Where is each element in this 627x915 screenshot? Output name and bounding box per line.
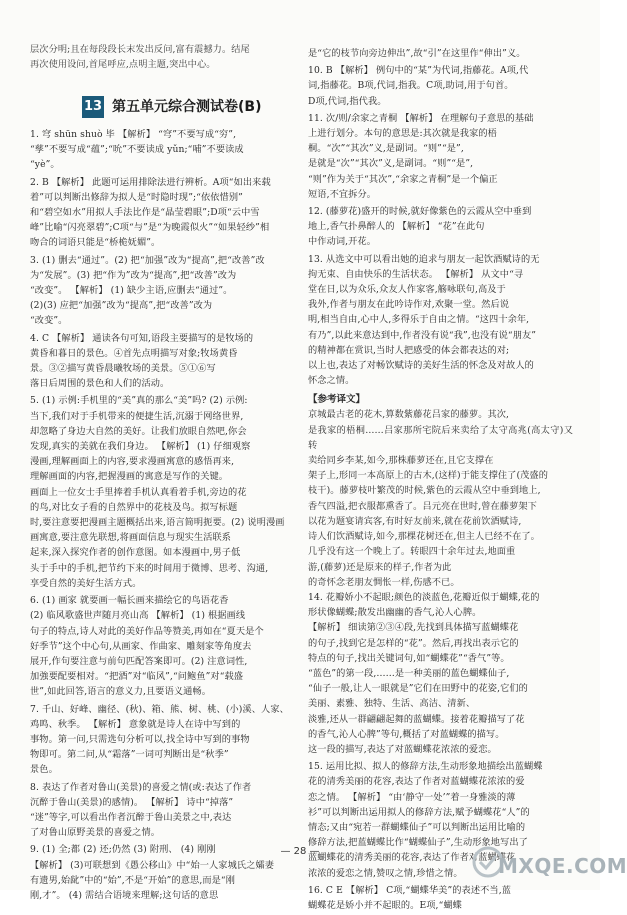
answer-line: 词,指藤花。B项,代词,指我。C项,助词,用于句首。: [308, 80, 514, 92]
answer-line: 2. B 【解析】 此题可运用排除法进行辨析。A项“如出来载: [30, 176, 271, 188]
answer-item: [30, 780, 295, 841]
answer-line: 漫画,理解画面上的内容,要求漫画寓意的感悟再来,: [30, 456, 235, 468]
translation-line: 的奇怀念老朋友惆怅一样,伤感不已。: [308, 576, 460, 588]
answer-line: 7. 千山、好峰、幽径、(秋)、箱、熊、树、桃、(小)溪、人家、: [30, 703, 289, 715]
answer-item: [30, 331, 295, 392]
watermark-text: MXQE.COM: [498, 854, 627, 878]
answer-line: 蝴蝶花是娇小并不起眼的。E项,“蝴蝶: [308, 899, 462, 911]
answer-line: 9. (1) 全;都 (2) 还;仍然 (3) 附刑、 (4) 刚刚: [30, 844, 216, 856]
answer-line: (2) 临风歌盛世声随月亮山高 【解析】 (1) 根据画线: [30, 610, 246, 622]
answer-line: “迷”等字,可以看出作者沉醉于鲁山美景之中,表达: [30, 811, 232, 823]
answer-line: 1. 穹 shūn shuò 毕 【解析】 “穹”不要写成“穷”,: [30, 129, 237, 140]
answer-line: 刚,才”。 (4) 需结合语境来理解;这句话的意思: [30, 889, 219, 901]
answer-line: 落日后周围的景色和人们的活动。: [30, 378, 170, 390]
answer-line: 特点的句子,找出关键词句,如“蝴蝶花”“香气”等。: [308, 652, 510, 664]
answer-line: 起来,深入探究作者的创作意图。如本漫画中,男子低: [30, 547, 241, 559]
translation-line: 香气四溢,把衣服都熏香了。吕元亮在世时,曾在藤萝架下: [308, 500, 537, 512]
answer-line: 事物。第一问,只需选句分析可以,找全诗中写到的事物: [30, 733, 250, 745]
answer-item: [308, 883, 573, 913]
answer-line: 句子的特点,诗人对此的美好作品等赞美,再如在“夏天是个: [30, 625, 264, 637]
translation-line: 以花为题宴请宾客,有时好友前来,就在花前饮酒赋诗,: [308, 515, 522, 527]
answer-line: 和“碧空如水”用拟人手法比作是“晶莹碧眼”;D项“云中雪: [30, 207, 260, 219]
answer-line: “蓝色”的第一段,……是一种美丽的蓝色蝴蝶仙子,: [308, 667, 510, 679]
translation-line: 架子上,形同一本高原上的古木,(这样)于能支撑住了(茂盛的: [308, 470, 548, 482]
answer-line: 3. (1) 删去“通过”。(2) 把“加强”改为“提高”,把“改善”改: [30, 254, 265, 266]
answer-line: 展开,作句要注意与前句匹配答案即可。(2) 注意词性,: [30, 655, 248, 667]
answer-line: 衫”可以判断出运用拟人的修辞方法,赋予蝴蝶花“人”的: [308, 806, 530, 818]
answer-item: [308, 590, 573, 757]
answer-line: 【解析】 细读第②③④段,先找到具体描写蓝蝴蝶花: [308, 622, 519, 634]
answer-line: 了对鲁山原野美景的喜爱之情。: [30, 827, 161, 839]
answer-line: “孳”不要写成“蕴”;“吮”不要读成 yǔn;“哺”不要读成: [30, 144, 244, 156]
answer-item: [30, 253, 295, 329]
answer-line: 理解画面的内容,把握漫画的寓意是写作的关键。: [30, 471, 229, 483]
answer-line: 的精神都在赏识,当时人把感受的体会都表达的对;: [308, 344, 510, 356]
answer-line: 中作动词,开花。: [308, 236, 377, 248]
answer-line: 着”可以判断出修辞为拟人是“时隐时现”;“依依惜别”: [30, 191, 243, 203]
answer-line: 画寓意,要注意先联想,将画面信息与现实生活联系: [30, 532, 232, 544]
answer-line: 修辞方法,把蓝蝴蝶比作“蝴蝶仙子”,生动形象地写出了: [308, 837, 528, 849]
answer-line: 为“发展”。(3) 把“作为”改为“提高”,把“改善”改为: [30, 269, 237, 281]
answer-line: 淡雅,还从一群翩翩起舞的蓝蝴蝶。接着花瓣描写了花: [308, 713, 525, 725]
answer-line: 画面上一位女士手里捧着手机认真看着手机,旁边的花: [30, 486, 247, 498]
translation-line: 是我家的梧桐……吕家那所宅院后来卖给了太守高兆(高太守)又转: [308, 424, 573, 451]
answer-line: 6. (1) 画家 就要画一幅长画来描绘它的鸟语花香: [30, 595, 229, 607]
answer-item: [308, 252, 573, 389]
left-column: [30, 127, 295, 905]
answer-line: 13. 从选文中可以看出她的追求与朋友一起饮酒赋诗的无: [308, 253, 540, 265]
answer-line: 形状像蝴蝶;散发出幽幽的香气,沁人心脾。: [308, 607, 482, 619]
answer-line: 地上,香气扑鼻醉人的 【解析】 “花”在此句: [308, 221, 485, 233]
translation-line: 京城最古老的花木,算数紫藤花吕家的藤萝。其次,: [308, 409, 510, 421]
answer-line: 黄昏和暮日的景色。④首先点明描写对象;牧场黄昏: [30, 347, 238, 359]
answer-line: 时,要注意要把漫画主题概括出来,语言简明扼要。(2) 说明漫画: [30, 517, 285, 529]
right-column: [308, 46, 573, 915]
answer-line: 沉醉于鲁山(美景)的感情)。 【解析】 诗中“掉落”: [30, 796, 234, 808]
answer-line: 蓝蝴蝶花的清秀美丽的花容,表达了作者对蓝蝴蝶花: [308, 852, 516, 864]
answer-line: 景色。: [30, 764, 58, 776]
answer-line: 峰”比喻“闪亮翠碧”;C项“与”是“为晚霞似火”“如果轻纱”相: [30, 222, 270, 234]
answer-line: 以上也,表达了对畅饮赋诗的美好生活的怀念及对故人的: [308, 360, 534, 372]
answer-line: 堂在日,以为众乐,众友人作家客,觞咏联句,高及于: [308, 284, 506, 296]
answer-line: 4. C 【解析】 通读各句可知,语段主要描写的是牧场的: [30, 332, 254, 344]
answer-line: D项,代词,指代我。: [308, 95, 387, 107]
section-number-badge: 13: [82, 96, 104, 118]
answer-line: 享受自然的美好生活方式。: [30, 577, 142, 589]
answer-line: 美丽、素雅、独特、生活、高洁、清新、: [308, 698, 476, 710]
answer-item: [308, 46, 573, 61]
answer-line: 的句子,找到它是怎样的“花”。然后,再找出表示它的: [308, 637, 519, 649]
answer-line: 的香气,沁人心脾”等句,概括了对蓝蝴蝶的描写。: [308, 728, 505, 740]
translation-line: 卖给同乡李某,如今,那株藤萝还在,且它支撑在: [308, 455, 494, 467]
answer-line: 12. (藤萝花)盛开的时候,就好像紫色的云霞从空中垂到: [308, 206, 532, 218]
answer-line: 15. 运用比拟、拟人的修辞方法,生动形象地描绘出蓝蝴蝶: [308, 761, 543, 773]
translation-line: 诗人们饮酒赋诗,如今,那棵花树还在,但主人已经不在了。: [308, 531, 540, 543]
answer-line: “改变”。 【解析】 (1) 缺少主语,应删去“通过”。: [30, 285, 233, 297]
translation-line: 几乎没有这一个晚上了。转眼四十余年过去,地面重: [308, 546, 516, 558]
answer-line: 恋之情。 【解析】 “由‘静守一处’”着一身雅淡的薄: [308, 791, 516, 803]
answer-line: “yè”。: [30, 159, 60, 171]
answer-line: “则”作为关于“其次”,“余家之青桐”是一个偏正: [308, 173, 498, 185]
answer-line: 我外,作者与朋友在此吟诗作对,欢聚一堂。然后说: [308, 299, 510, 311]
answer-line: 10. B 【解析】 例句中的“某”为代词,指藤花。A项,代: [308, 65, 529, 77]
translation-line: 游,(藤萝)还是原来的样子,作者为此: [308, 561, 452, 573]
answer-line: 有遗男,始龀”中的“始”,不是“开始”的意思,而是“刚: [30, 874, 236, 886]
reference-translation-label: 【参考译文】: [308, 394, 366, 406]
answer-line: 好季节”这个中心句,从画家、作曲家、雕刻家等角度去: [30, 640, 252, 652]
answer-item: [308, 111, 573, 202]
answer-line: 头于手中的手机,把节约下来的时间用于微博、思考、沟通,: [30, 562, 269, 574]
answer-line: 拘无束、自由快乐的生活状态。 【解析】 从文中“寻: [308, 268, 524, 280]
answer-line: 5. (1) 示例:手机里的“美”真的那么“美”吗? (2) 示例:: [30, 395, 248, 407]
answer-line: 发现,真实的美就在我们身边。 【解析】 (1) 仔细观察: [30, 441, 251, 453]
answer-item: [30, 393, 295, 591]
answer-line: 14. 花瓣娇小不起眼;颜色的淡蓝色,花瓣近似于蝴蝶,花的: [308, 591, 540, 603]
answer-item: [30, 127, 295, 173]
intro-paragraph: [30, 42, 295, 72]
answer-item: [30, 702, 295, 778]
answer-line: 当下,我们对于手机带来的便捷生活,沉溺于网络世界,: [30, 410, 244, 422]
answer-item: [308, 204, 573, 250]
answer-line: 加強要配要相对。“把酒”对“临风”,“问鲍鱼”对“载盛: [30, 671, 244, 683]
section-heading: [30, 94, 295, 120]
answer-line: 景。③②描写黄昏晨曦牧场的美景。⑤①⑥写: [30, 363, 216, 375]
page-number: — 28 —: [280, 846, 320, 857]
answer-line: 这一段的描写,表达了对蓝蝴蝶花浓浓的爱恋。: [308, 743, 497, 755]
answer-line: 11. 次/则/余家之青桐 【解析】 在理解句子意思的基础: [308, 112, 534, 124]
answer-line: 鸡鸣、秋季。 【解析】 意象就是诗人在诗中写到的: [30, 718, 241, 730]
answer-line: (2)(3) 应把“加强”改为“提高”,把“改善”改为: [30, 300, 213, 312]
intro-line: 再次使用设问,首尾呼应,点明主题,突出中心。: [30, 59, 216, 71]
answer-line: 16. C E 【解析】 C项,“蝴蝶华美”的表述不当,蓝: [308, 884, 512, 896]
reference-translation: [308, 407, 573, 589]
answer-line: 却忽略了身边大自然的美好。让我们放眼自然吧,你会: [30, 425, 247, 437]
answer-line: 情态;又由“宛若一群蝴蝶仙子”可以判断出运用比喻的: [308, 821, 526, 833]
answer-item: [30, 175, 295, 251]
answer-line: 浓浓的爱恋之情,赞叹之情,珍惜之情。: [308, 867, 463, 879]
answer-line: 有乃”,以此来意达到中,作者没有说“我”,也没有说“朋友”: [308, 329, 537, 341]
answer-line: 是“它的枝节向旁边伸出”,故“引”在这里作“伸出”义。: [308, 48, 526, 59]
answer-line: 是就是“次”“其次”义,是副词。“则”“是”,: [308, 158, 474, 170]
answer-line: 物即可。第二问,从“霜落”一词可判断出是“秋季”: [30, 749, 229, 761]
answer-line: 8. 表达了作者对鲁山(美景)的喜爱之情(或:表达了作者: [30, 781, 252, 793]
answer-line: 上进行划分。本句的意思是:其次就是我家的梧: [308, 128, 497, 140]
section-title: 第五单元综合测试卷(B): [112, 99, 262, 115]
answer-item: [308, 63, 573, 109]
answer-line: 吻合的词语只能是“桥桅妩媚”。: [30, 237, 161, 249]
intro-line: 层次分明;且在每段段长末发出反问,富有震撼力。结尾: [30, 44, 250, 55]
answer-line: 花的清秀美丽的花容,表达了作者对蓝蝴蝶花浓浓的爱: [308, 776, 525, 788]
answer-line: 短语,不宜拆分。: [308, 188, 377, 200]
answer-line: 明,相当自由,心中人,多得乐于自由之情。“这四十余年,: [308, 314, 530, 326]
answer-line: 桐。“次”“其次”义,是副词。“则”“是”,: [308, 143, 464, 155]
answer-line: 的鸟,对比女子看的自然界中的花枝及鸟。拟写标题: [30, 501, 238, 513]
answer-line: 怀念之情。: [308, 375, 355, 387]
answer-line: “仙子一般,让人一眼就是”它们在田野中的花姿,它们的: [308, 683, 528, 695]
answer-line: 【解析】 (3)可联想到《愚公移山》中“始一人家城氏之孀妻: [30, 859, 275, 871]
answer-line: 世”,如此回答,语言的意义力,且要语义通畅。: [30, 686, 212, 698]
answer-item: [30, 593, 295, 699]
answer-line: “改变”。: [30, 315, 68, 327]
translation-line: 枝干)。藤萝枝叶繁茂的时候,紫色的云霞从空中垂到地上,: [308, 485, 541, 497]
